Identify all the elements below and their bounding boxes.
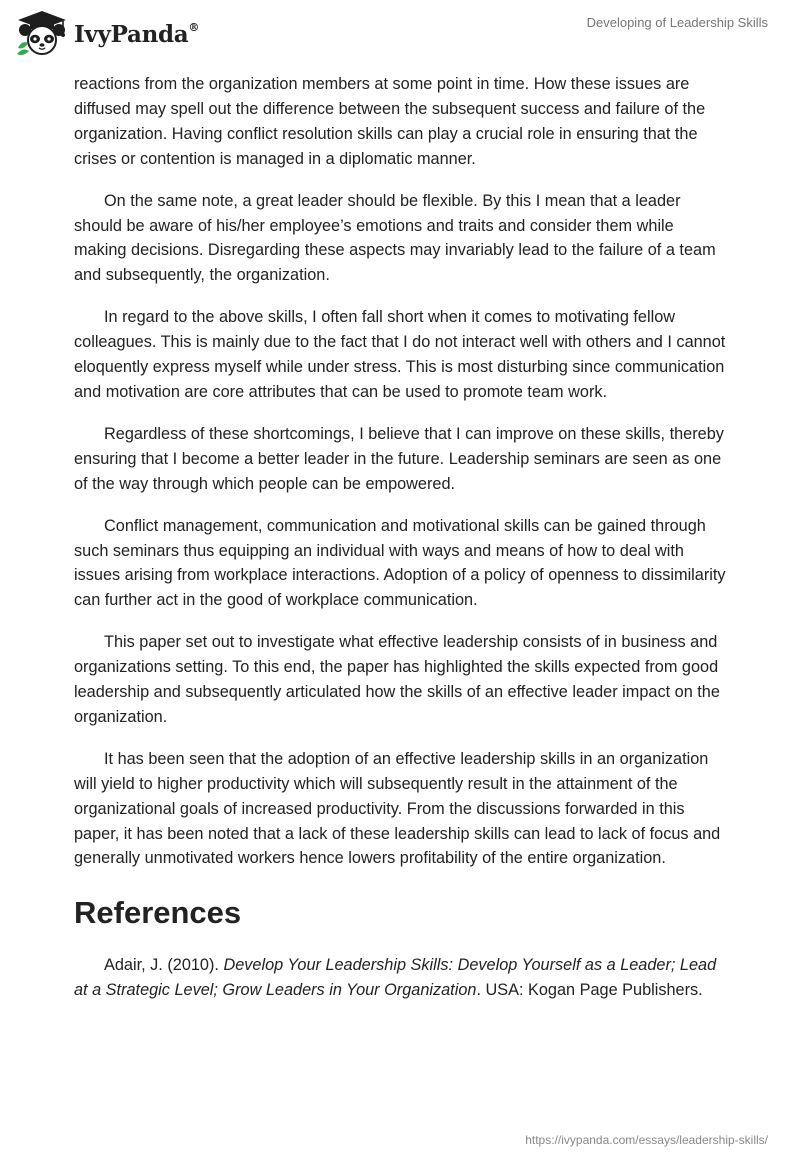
source-url[interactable]: https://ivypanda.com/essays/leadership-skills/	[525, 1133, 768, 1147]
reference-publisher: . USA: Kogan Page Publishers.	[476, 981, 703, 1000]
paragraph: On the same note, a great leader should be flexible. By this I mean that a leader should be aware of his/her employee’s emotions and traits and consider them while making decisions. Disregarding these aspects may invariably lead to the failure of a team and subsequently, the organization.	[74, 191, 716, 285]
page-header	[0, 0, 800, 70]
essay-body	[74, 72, 729, 1020]
reference-author: Adair, J. (2010).	[104, 956, 224, 975]
panda-graduate-icon	[15, 10, 69, 56]
references-heading: References	[74, 895, 242, 931]
document-title: Developing of Leadership Skills	[586, 15, 768, 30]
paragraph: In regard to the above skills, I often fall short when it comes to motivating fellow colleagues. This is mainly due to the fact that I do not interact well with others and I cannot eloquently express myself while under stress. This is most disturbing since communication and motivation are core attributes that can be used to promote team work.	[74, 308, 726, 401]
reference-title: Develop Your Leadership Skills: Develop Yourself as a Leader; Lead at a Strategic Level; Grow Leaders in Your Organization	[74, 956, 717, 1000]
paragraph: Conflict management, communication and motivational skills can be gained through such seminars thus equipping an individual with ways and means of how to deal with issues arising from workplace interactions. Adoption of a policy of openness to dissimilarity can further act in the good of workplace communication.	[74, 516, 726, 610]
paragraph: reactions from the organization members at some point in time. How these issues are diffused may spell out the difference between the subsequent success and failure of the organization. Having conflict resolution skills can play a crucial role in ensuring that the crises or contention is managed in a diplomatic manner.	[74, 75, 706, 168]
brand-name: IvyPanda®	[74, 20, 200, 48]
ivypanda-logo[interactable]	[15, 10, 199, 56]
paragraph: This paper set out to investigate what effective leadership consists of in business and organizations setting. To this end, the paper has highlighted the skills expected from good leadership and subsequently articulated how the skills of an effective leader impact on the organization.	[74, 633, 720, 726]
paragraph: It has been seen that the adoption of an effective leadership skills in an organization will yield to higher productivity which will subsequently result in the attainment of the organizational goals of increased productivity. From the discussions forwarded in this paper, it has been noted that a lack of these leadership skills can lead to lack of focus and generally unmotivated workers hence lowers profitability of the entire organization.	[74, 749, 721, 868]
reference-entry	[74, 953, 729, 1003]
paragraph: Regardless of these shortcomings, I believe that I can improve on these skills, thereby ensuring that I become a better leader in the future. Leadership seminars are seen as one of the way through which people can be empowered.	[74, 424, 724, 493]
